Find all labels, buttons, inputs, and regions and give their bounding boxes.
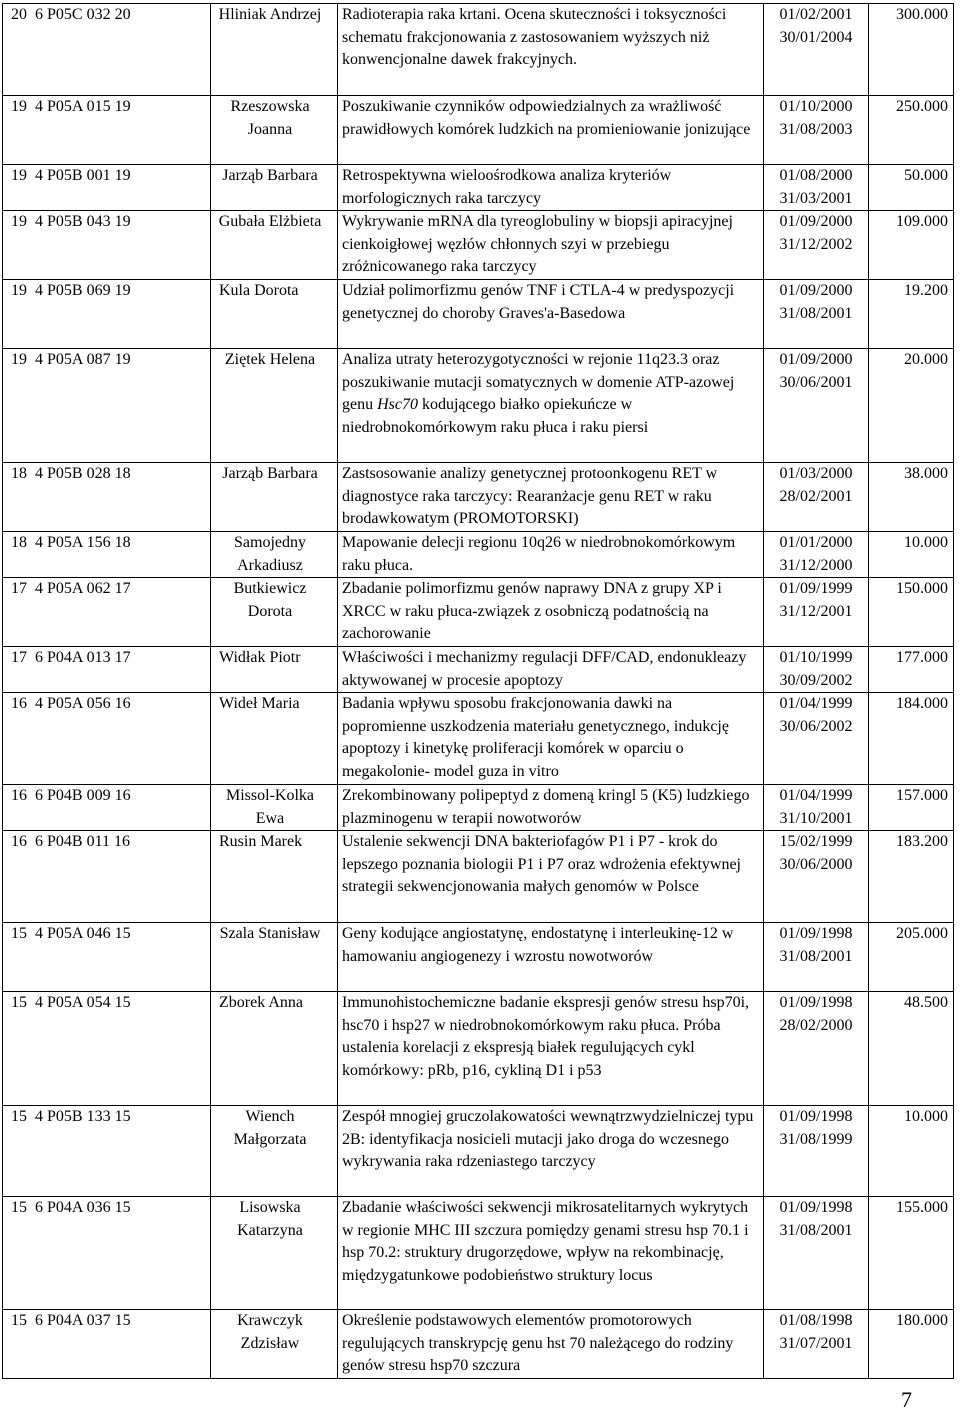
grant-period <box>764 1106 869 1197</box>
investigator-name: Krawczyk Zdzisław <box>211 1310 338 1379</box>
grant-period <box>764 532 869 578</box>
start-date: 01/02/2001 <box>779 6 853 23</box>
start-date: 01/01/2000 <box>779 534 853 551</box>
grant-row <box>3 211 954 280</box>
grant-amount: 19.200 <box>869 280 954 349</box>
project-title-part: Analiza utraty heterozygotyczności w rejonie 11q23.3 oraz poszukiwanie mutacji somatycznych w domenie ATP-azowej genu <box>342 351 735 413</box>
investigator-name: Lisowska Katarzyna <box>211 1197 338 1310</box>
end-date: 30/06/2000 <box>779 855 853 873</box>
grant-row <box>3 1106 954 1197</box>
grant-period <box>764 923 869 992</box>
grant-amount: 184.000 <box>869 693 954 785</box>
grant-row <box>3 785 954 831</box>
project-title: Geny kodujące angiostatynę, endostatynę i interleukinę-12 w hamowaniu angiogenezy i wzrostu nowotworów <box>338 923 764 992</box>
start-date: 01/09/1998 <box>779 1108 853 1125</box>
grant-row <box>3 693 954 785</box>
grant-number: 20 6 P05C 032 20 <box>3 4 211 96</box>
grants-table <box>2 3 954 1379</box>
grant-row <box>3 647 954 693</box>
grant-row <box>3 532 954 578</box>
project-title: Udział polimorfizmu genów TNF i CTLA-4 w predyspozycji genetycznej do choroby Graves'a-Basedowa <box>338 280 764 349</box>
grant-row <box>3 349 954 463</box>
investigator-name: Rusin Marek <box>211 831 338 923</box>
project-title: Zbadanie polimorfizmu genów naprawy DNA z grupy XP i XRCC w raku płuca-związek z osobniczą podatnością na zachorowanie <box>338 578 764 647</box>
investigator-name: Hliniak Andrzej <box>211 4 338 96</box>
grant-amount: 109.000 <box>869 211 954 280</box>
start-date: 01/08/2000 <box>779 167 853 184</box>
grant-amount: 180.000 <box>869 1310 954 1379</box>
start-date: 01/08/1998 <box>779 1312 853 1329</box>
end-date: 31/10/2001 <box>779 809 853 827</box>
investigator-name: Wideł Maria <box>211 693 338 785</box>
project-title: Immunohistochemiczne badanie ekspresji genów stresu hsp70i, hsc70 i hsp27 w niedrobnokomórkowym raku płuca. Próba ustalenia korelacji z ekspresją białek regulujących cykl komórkowy: pRb, p16, cykliną D1 i p53 <box>338 992 764 1106</box>
grant-number: 15 6 P04A 037 15 <box>3 1310 211 1379</box>
grant-row <box>3 165 954 211</box>
project-title: Badania wpływu sposobu frakcjonowania dawki na popromienne uszkodzenia materiału genetycznego, indukcję apoptozy i kinetykę proliferacji komórek w oparciu o megakolonie- model guza in vitro <box>338 693 764 785</box>
grant-number: 15 6 P04A 036 15 <box>3 1197 211 1310</box>
end-date: 31/08/2001 <box>779 1221 853 1239</box>
end-date: 31/08/2001 <box>779 947 853 965</box>
end-date: 31/08/2003 <box>779 120 853 138</box>
investigator-name: Zborek Anna <box>211 992 338 1106</box>
grant-period <box>764 165 869 211</box>
grant-row <box>3 1197 954 1310</box>
grant-period <box>764 831 869 923</box>
project-title: Określenie podstawowych elementów promotorowych regulujących transkrypcję genu hst 70 należącego do rodziny genów stresu hsp70 szczura <box>338 1310 764 1379</box>
start-date: 15/02/1999 <box>779 833 853 850</box>
grant-amount: 10.000 <box>869 1106 954 1197</box>
start-date: 01/09/1998 <box>779 994 853 1011</box>
end-date: 31/12/2001 <box>779 602 853 620</box>
grant-period <box>764 578 869 647</box>
project-title: Zrekombinowany polipeptyd z domeną kringl 5 (K5) ludzkiego plazminogenu w terapii nowotworów <box>338 785 764 831</box>
start-date: 01/09/1998 <box>779 1199 853 1216</box>
start-date: 01/04/1999 <box>779 787 853 804</box>
start-date: 01/10/2000 <box>779 98 853 115</box>
project-title: Wykrywanie mRNA dla tyreoglobuliny w biopsji apiracyjnej cienkoigłowej węzłów chłonnych szyi w przebiegu zróżnicowanego raka tarczycy <box>338 211 764 280</box>
start-date: 01/09/1999 <box>779 580 853 597</box>
grant-amount: 155.000 <box>869 1197 954 1310</box>
end-date: 30/01/2004 <box>779 28 853 46</box>
grant-number: 19 4 P05A 087 19 <box>3 349 211 463</box>
end-date: 31/08/2001 <box>779 304 853 322</box>
grant-amount: 157.000 <box>869 785 954 831</box>
project-title: Zbadanie właściwości sekwencji mikrosatelitarnych wykrytych w regionie MHC III szczura pomiędzy genami stresu hsp 70.1 i hsp 70.2: struktury drugorzędowe, wpływ na rekombinację, międzygatunkowe podobieństwo struktury locus <box>338 1197 764 1310</box>
grant-amount: 50.000 <box>869 165 954 211</box>
project-title: Poszukiwanie czynników odpowiedzialnych za wrażliwość prawidłowych komórek ludzkich na promieniowanie jonizujące <box>338 96 764 165</box>
start-date: 01/09/2000 <box>779 213 853 230</box>
project-title <box>338 349 764 463</box>
project-title: Retrospektywna wieloośrodkowa analiza kryteriów morfologicznych raka tarczycy <box>338 165 764 211</box>
grant-amount: 183.200 <box>869 831 954 923</box>
end-date: 28/02/2000 <box>779 1016 853 1034</box>
grant-number: 19 4 P05B 001 19 <box>3 165 211 211</box>
start-date: 01/09/2000 <box>779 282 853 299</box>
grant-number: 19 4 P05B 043 19 <box>3 211 211 280</box>
end-date: 31/07/2001 <box>779 1334 853 1352</box>
investigator-name: Wiench Małgorzata <box>211 1106 338 1197</box>
end-date: 28/02/2001 <box>779 487 853 505</box>
end-date: 30/06/2001 <box>779 373 853 391</box>
grant-amount: 48.500 <box>869 992 954 1106</box>
grant-period <box>764 693 869 785</box>
investigator-name: Jarząb Barbara <box>211 165 338 211</box>
grant-row <box>3 463 954 532</box>
grant-period <box>764 785 869 831</box>
grant-amount: 150.000 <box>869 578 954 647</box>
investigator-name: Kula Dorota <box>211 280 338 349</box>
grant-amount: 10.000 <box>869 532 954 578</box>
grant-row <box>3 4 954 96</box>
start-date: 01/10/1999 <box>779 649 853 666</box>
grant-row <box>3 992 954 1106</box>
grant-amount: 250.000 <box>869 96 954 165</box>
grant-number: 18 4 P05B 028 18 <box>3 463 211 532</box>
grant-amount: 38.000 <box>869 463 954 532</box>
start-date: 01/09/2000 <box>779 351 853 368</box>
project-title: Ustalenie sekwencji DNA bakteriofagów P1 i P7 - krok do lepszego poznania biologii P1 i P7 oraz wdrożenia efektywnej strategii sekwencjonowania małych genomów w Polsce <box>338 831 764 923</box>
investigator-name: Jarząb Barbara <box>211 463 338 532</box>
grant-period <box>764 1197 869 1310</box>
end-date: 31/12/2002 <box>779 235 853 253</box>
project-title: Radioterapia raka krtani. Ocena skuteczności i toksyczności schematu frakcjonowania z zastosowaniem wyższych niż konwencjonalne dawek frakcyjnych. <box>338 4 764 96</box>
grant-period <box>764 463 869 532</box>
grant-number: 19 4 P05B 069 19 <box>3 280 211 349</box>
grant-period <box>764 4 869 96</box>
grant-period <box>764 280 869 349</box>
grant-row <box>3 578 954 647</box>
grant-period <box>764 992 869 1106</box>
end-date: 31/08/1999 <box>779 1130 853 1148</box>
grant-number: 17 6 P04A 013 17 <box>3 647 211 693</box>
grant-period <box>764 96 869 165</box>
project-title: Mapowanie delecji regionu 10q26 w niedrobnokomórkowym raku płuca. <box>338 532 764 578</box>
grant-number: 16 6 P04B 011 16 <box>3 831 211 923</box>
grant-row <box>3 923 954 992</box>
investigator-name: Rzeszowska Joanna <box>211 96 338 165</box>
grant-number: 19 4 P05A 015 19 <box>3 96 211 165</box>
grant-number: 18 4 P05A 156 18 <box>3 532 211 578</box>
investigator-name: Szala Stanisław <box>211 923 338 992</box>
grant-row <box>3 831 954 923</box>
gene-name-italic: Hsc70 <box>377 396 418 413</box>
page-number: 7 <box>901 1387 912 1412</box>
end-date: 30/06/2002 <box>779 717 853 735</box>
grant-amount: 20.000 <box>869 349 954 463</box>
investigator-name: Samojedny Arkadiusz <box>211 532 338 578</box>
project-title: Właściwości i mechanizmy regulacji DFF/CAD, endonukleazy aktywowanej w procesie apoptozy <box>338 647 764 693</box>
grant-number: 16 6 P04B 009 16 <box>3 785 211 831</box>
project-title-part: kodującego białko opiekuńcze w niedrobnokomórkowym raku płuca i raku piersi <box>342 396 649 436</box>
investigator-name: Ziętek Helena <box>211 349 338 463</box>
investigator-name: Missol-Kolka Ewa <box>211 785 338 831</box>
investigator-name: Gubała Elżbieta <box>211 211 338 280</box>
start-date: 01/04/1999 <box>779 695 853 712</box>
grant-number: 17 4 P05A 062 17 <box>3 578 211 647</box>
grant-amount: 300.000 <box>869 4 954 96</box>
grant-amount: 205.000 <box>869 923 954 992</box>
grant-row <box>3 280 954 349</box>
end-date: 31/12/2000 <box>779 556 853 574</box>
grant-row <box>3 1310 954 1379</box>
start-date: 01/09/1998 <box>779 925 853 942</box>
end-date: 31/03/2001 <box>779 189 853 207</box>
grant-number: 15 4 P05B 133 15 <box>3 1106 211 1197</box>
end-date: 30/09/2002 <box>779 671 853 689</box>
grant-number: 16 4 P05A 056 16 <box>3 693 211 785</box>
grant-number: 15 4 P05A 046 15 <box>3 923 211 992</box>
grant-number: 15 4 P05A 054 15 <box>3 992 211 1106</box>
grant-amount: 177.000 <box>869 647 954 693</box>
investigator-name: Widłak Piotr <box>211 647 338 693</box>
investigator-name: Butkiewicz Dorota <box>211 578 338 647</box>
grant-period <box>764 349 869 463</box>
grant-period <box>764 211 869 280</box>
grant-period <box>764 647 869 693</box>
grant-period <box>764 1310 869 1379</box>
project-title: Zastsosowanie analizy genetycznej protoonkogenu RET w diagnostyce raka tarczycy: Rearanżacje genu RET w raku brodawkowatym (PROMOTORSKI) <box>338 463 764 532</box>
grant-row <box>3 96 954 165</box>
start-date: 01/03/2000 <box>779 465 853 482</box>
project-title: Zespół mnogiej gruczolakowatości wewnątrzwydzielniczej typu 2B: identyfikacja nosicieli mutacji jako droga do wczesnego wykrywania raka rdzeniastego tarczycy <box>338 1106 764 1197</box>
